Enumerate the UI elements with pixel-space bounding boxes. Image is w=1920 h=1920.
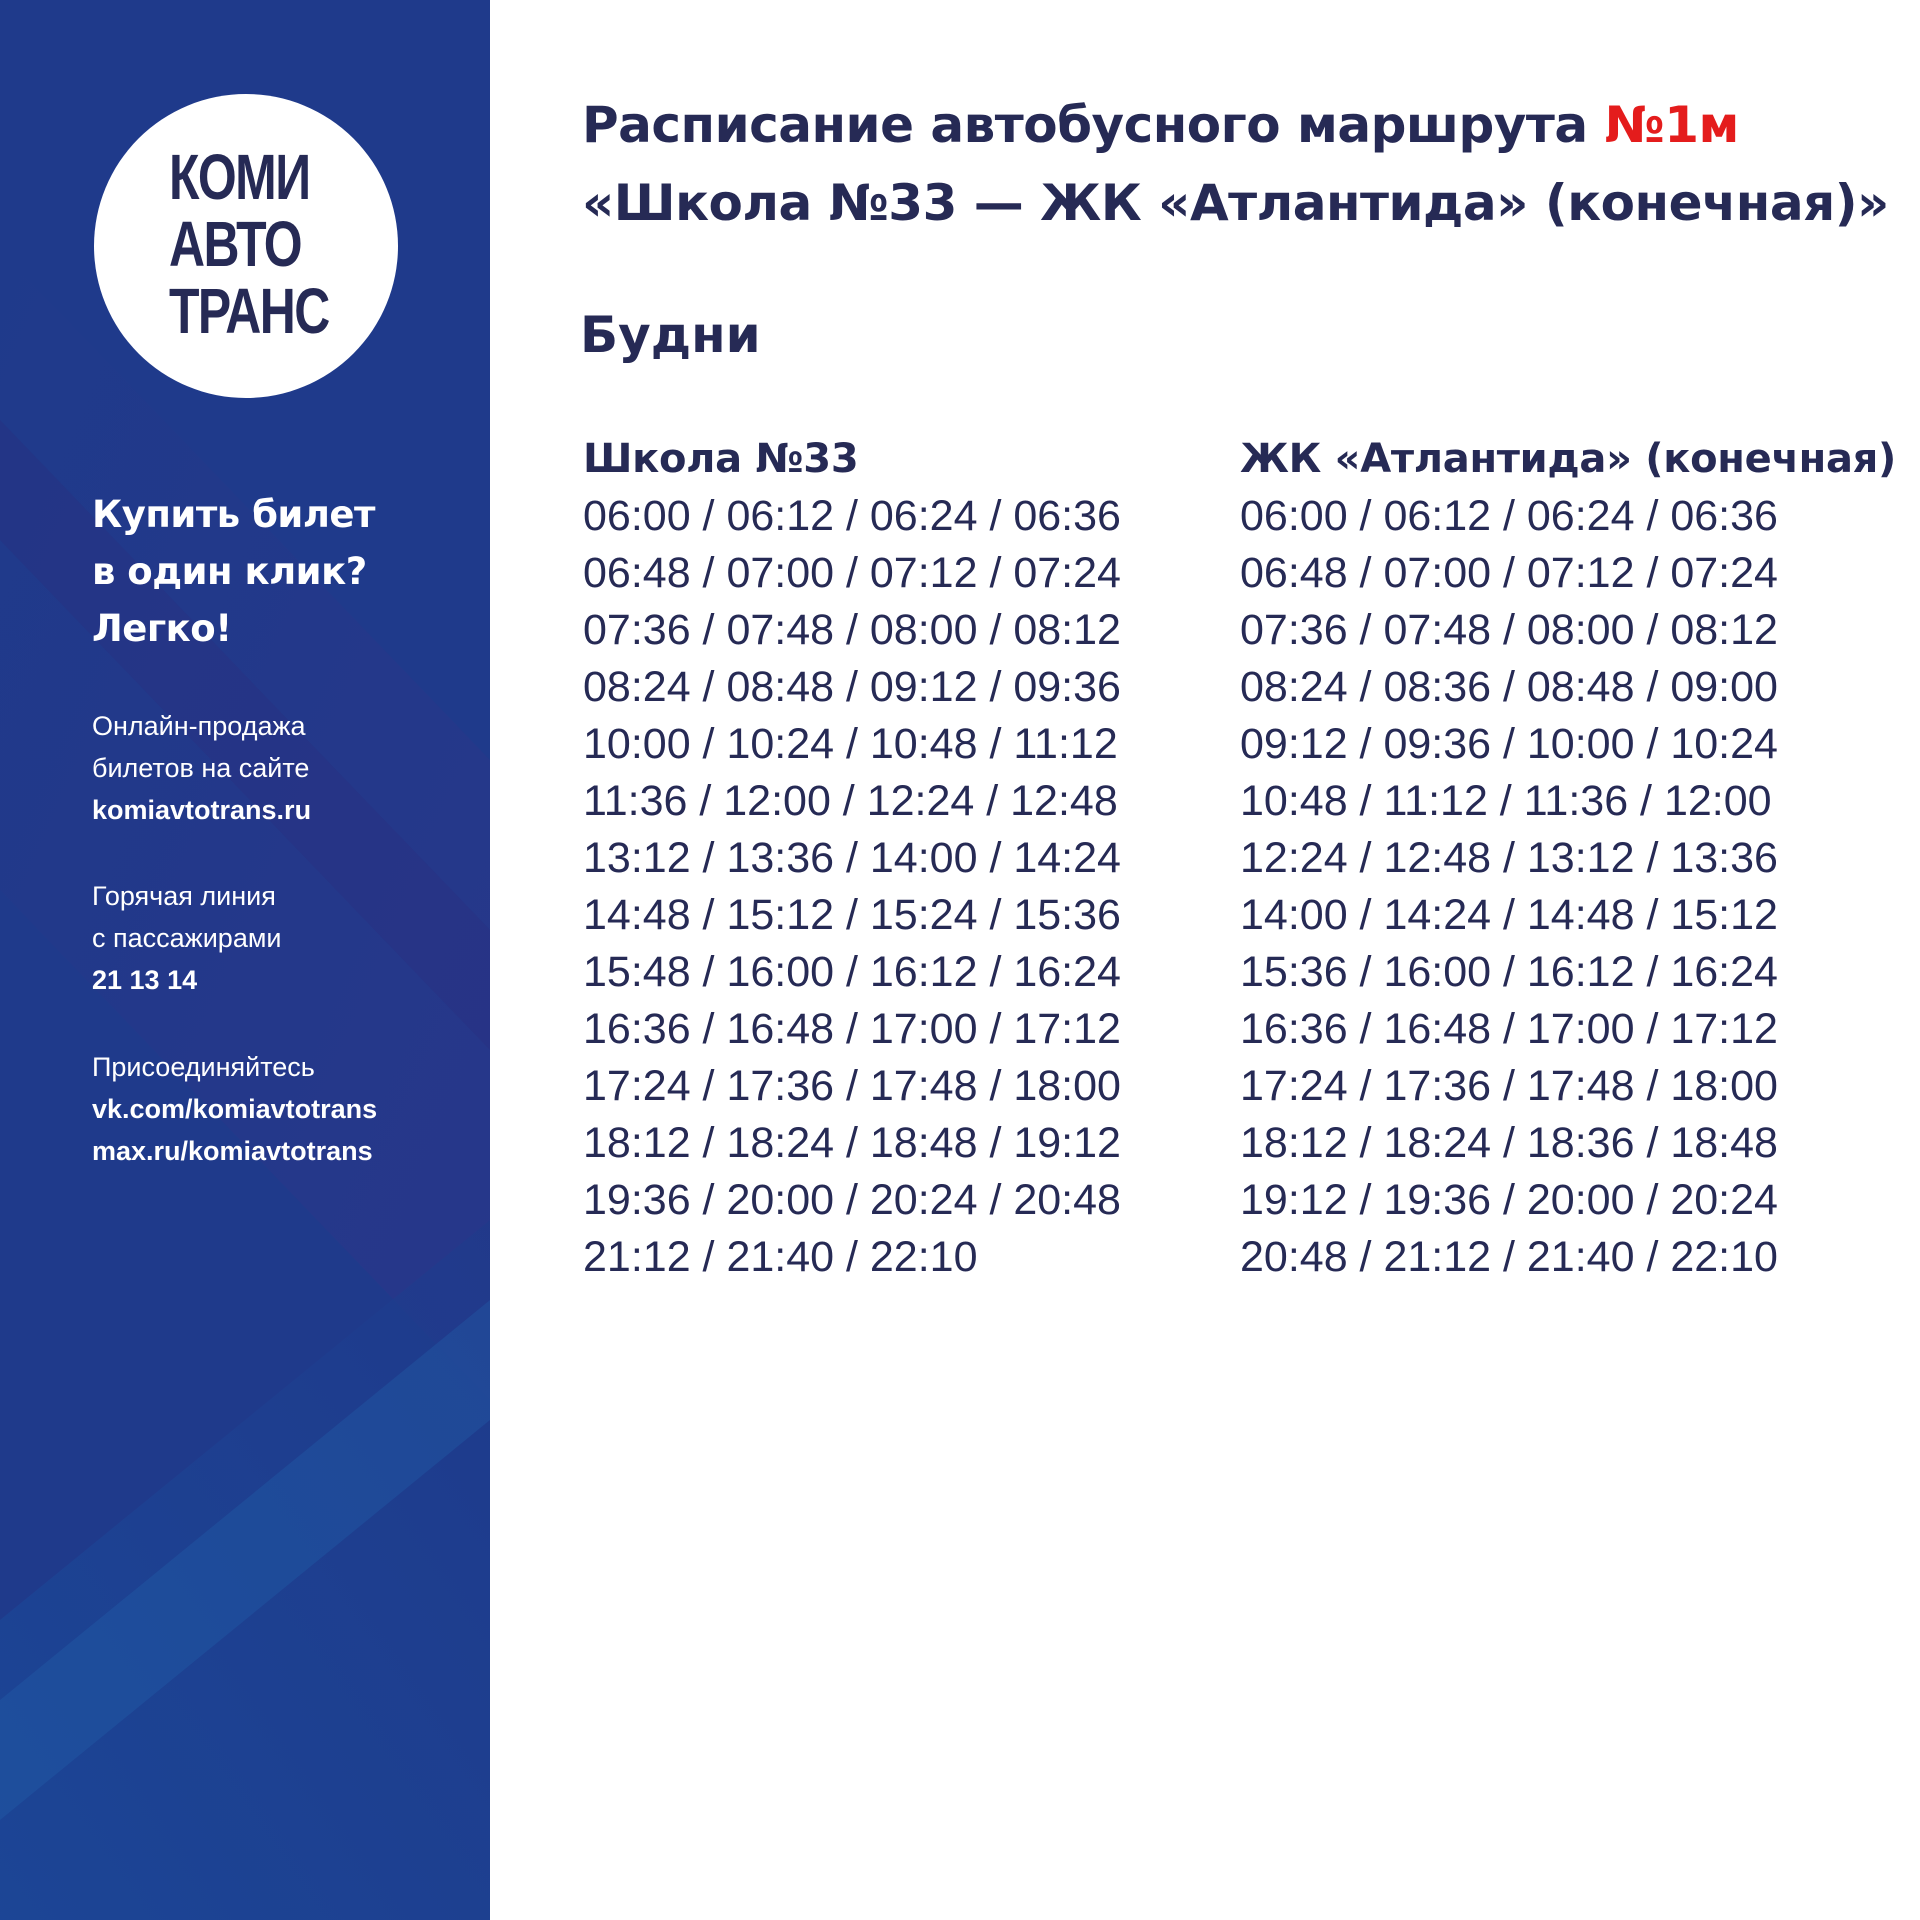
online-sale-info xyxy=(92,705,490,831)
time-row: 14:00 / 14:24 / 14:48 / 15:12 xyxy=(1240,891,1778,939)
hotline-text: Горячая линия xyxy=(92,881,276,911)
time-row: 16:36 / 16:48 / 17:00 / 17:12 xyxy=(583,1005,1121,1053)
time-row: 07:36 / 07:48 / 08:00 / 08:12 xyxy=(1240,606,1778,654)
stop-name: Школа №33 xyxy=(583,436,859,482)
hotline-text: с пассажирами xyxy=(92,923,282,953)
time-row: 20:48 / 21:12 / 21:40 / 22:10 xyxy=(1240,1233,1778,1281)
time-row: 10:00 / 10:24 / 10:48 / 11:12 xyxy=(583,720,1118,768)
time-row: 06:48 / 07:00 / 07:12 / 07:24 xyxy=(1240,549,1778,597)
online-sale-text: билетов на сайте xyxy=(92,753,310,783)
social-text: Присоединяйтесь xyxy=(92,1052,315,1082)
time-list xyxy=(583,488,1121,1286)
social-info xyxy=(92,1046,490,1172)
promo-line: Легко! xyxy=(92,607,232,650)
time-row: 08:24 / 08:48 / 09:12 / 09:36 xyxy=(583,663,1121,711)
time-row: 17:24 / 17:36 / 17:48 / 18:00 xyxy=(583,1062,1121,1110)
time-row: 18:12 / 18:24 / 18:36 / 18:48 xyxy=(1240,1119,1778,1167)
page-title xyxy=(582,86,1889,242)
schedule-column-right xyxy=(1240,430,1896,1286)
promo-line: в один клик? xyxy=(92,550,367,593)
hotline-info xyxy=(92,875,490,1001)
time-row: 10:48 / 11:12 / 11:36 / 12:00 xyxy=(1240,777,1772,825)
time-row: 21:12 / 21:40 / 22:10 xyxy=(583,1233,978,1281)
time-row: 18:12 / 18:24 / 18:48 / 19:12 xyxy=(583,1119,1121,1167)
online-sale-text: Онлайн-продажа xyxy=(92,711,306,741)
time-row: 15:36 / 16:00 / 16:12 / 16:24 xyxy=(1240,948,1778,996)
sidebar xyxy=(0,0,490,1920)
time-row: 09:12 / 09:36 / 10:00 / 10:24 xyxy=(1240,720,1778,768)
time-row: 19:36 / 20:00 / 20:24 / 20:48 xyxy=(583,1176,1121,1224)
time-row: 06:48 / 07:00 / 07:12 / 07:24 xyxy=(583,549,1121,597)
time-row: 12:24 / 12:48 / 13:12 / 13:36 xyxy=(1240,834,1778,882)
logo-line: АВТО xyxy=(169,208,302,280)
title-prefix: Расписание автобусного маршрута xyxy=(582,96,1605,154)
title-line-1 xyxy=(582,86,1889,164)
time-row: 11:36 / 12:00 / 12:24 / 12:48 xyxy=(583,777,1118,825)
brand-logo xyxy=(94,94,398,398)
time-list xyxy=(1240,488,1896,1286)
time-row: 07:36 / 07:48 / 08:00 / 08:12 xyxy=(583,606,1121,654)
time-row: 08:24 / 08:36 / 08:48 / 09:00 xyxy=(1240,663,1778,711)
vk-link[interactable]: vk.com/komiavtotrans xyxy=(92,1094,378,1124)
time-row: 15:48 / 16:00 / 16:12 / 16:24 xyxy=(583,948,1121,996)
hotline-phone[interactable]: 21 13 14 xyxy=(92,965,198,995)
logo-line: ТРАНС xyxy=(169,275,329,347)
day-type-heading: Будни xyxy=(580,306,761,364)
time-row: 16:36 / 16:48 / 17:00 / 17:12 xyxy=(1240,1005,1778,1053)
stop-name: ЖК «Атлантида» (конечная) xyxy=(1240,436,1896,482)
time-row: 06:00 / 06:12 / 06:24 / 06:36 xyxy=(1240,492,1778,540)
time-row: 06:00 / 06:12 / 06:24 / 06:36 xyxy=(583,492,1121,540)
time-row: 13:12 / 13:36 / 14:00 / 14:24 xyxy=(583,834,1121,882)
time-row: 19:12 / 19:36 / 20:00 / 20:24 xyxy=(1240,1176,1778,1224)
logo-line: КОМИ xyxy=(169,141,310,213)
time-row: 17:24 / 17:36 / 17:48 / 18:00 xyxy=(1240,1062,1778,1110)
route-number: №1м xyxy=(1604,96,1739,154)
promo-line: Купить билет xyxy=(92,493,375,536)
brand-logo-text xyxy=(169,141,329,347)
promo-heading xyxy=(92,486,472,657)
schedule-column-left xyxy=(583,430,1121,1286)
website-link[interactable]: komiavtotrans.ru xyxy=(92,795,312,825)
route-name: «Школа №33 — ЖК «Атлантида» (конечная)» xyxy=(582,174,1889,232)
time-row: 14:48 / 15:12 / 15:24 / 15:36 xyxy=(583,891,1121,939)
max-link[interactable]: max.ru/komiavtotrans xyxy=(92,1136,373,1166)
